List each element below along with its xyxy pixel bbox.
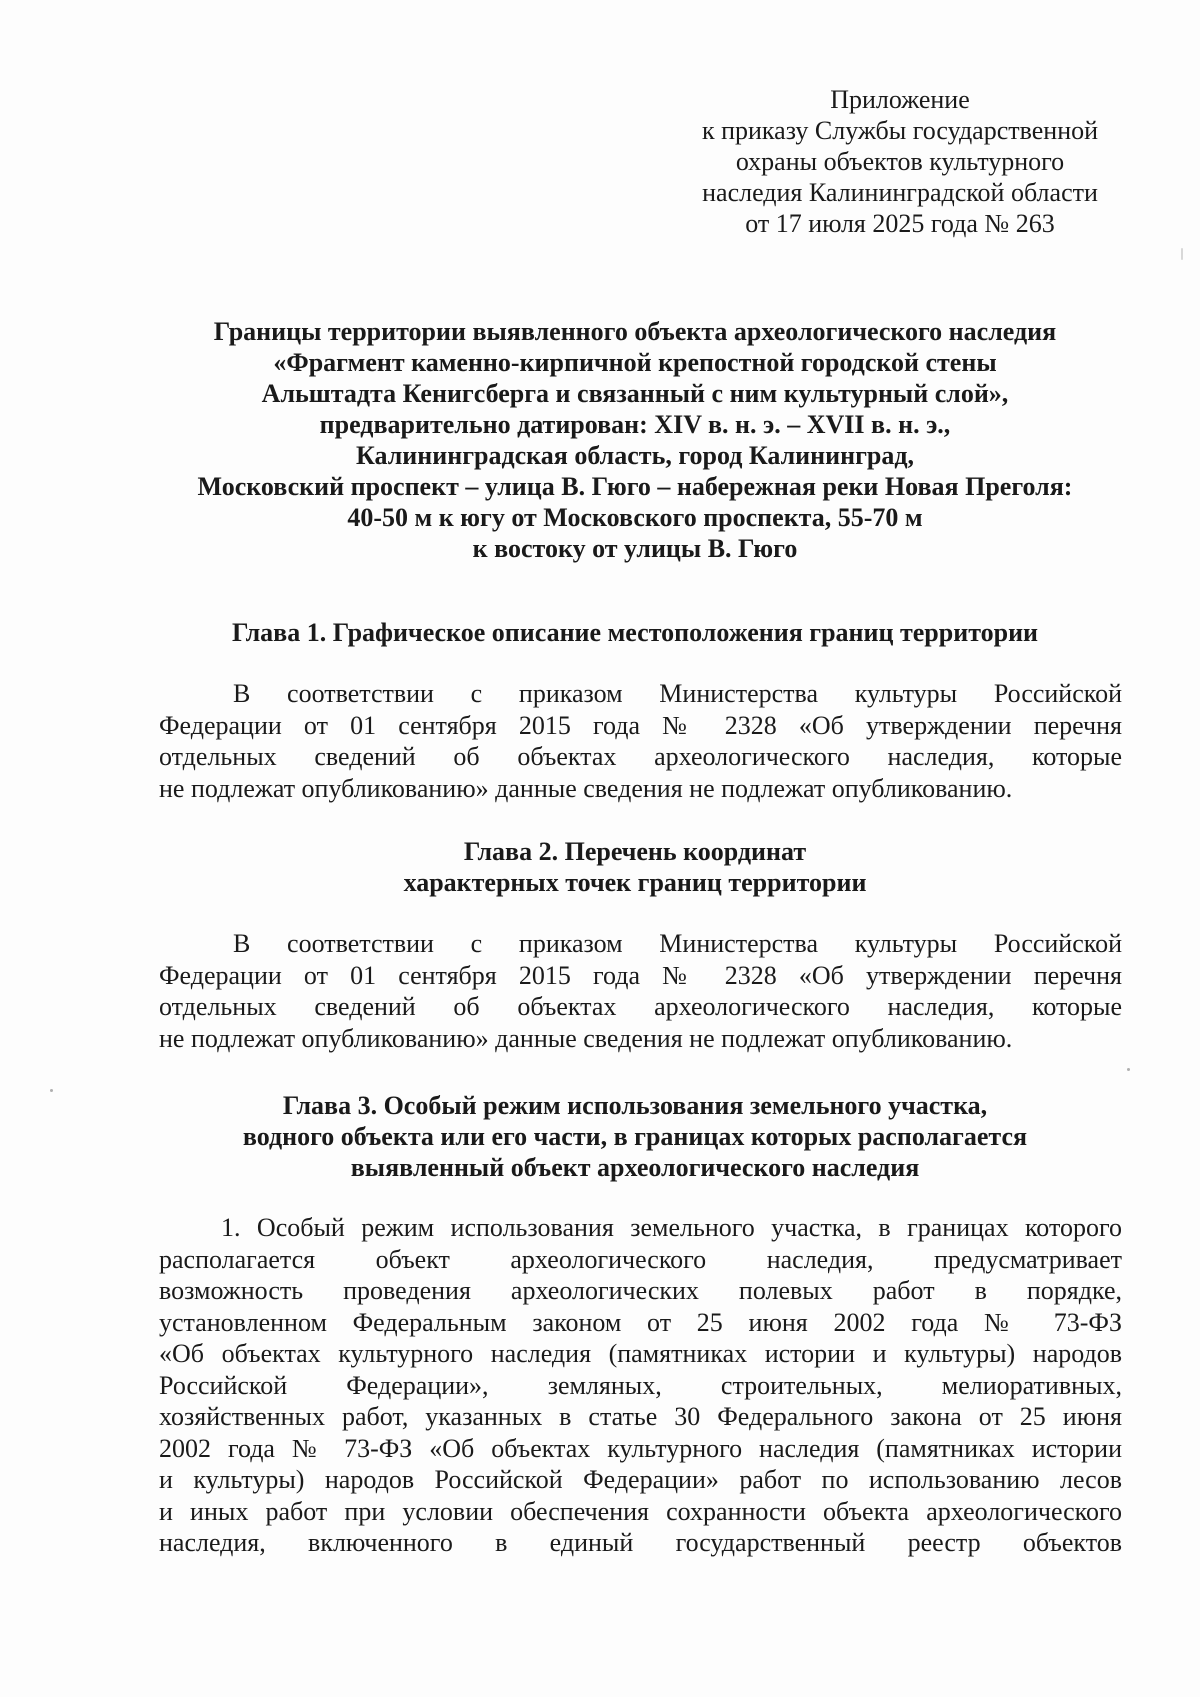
annex-line: к приказу Службы государственной (701, 116, 1099, 145)
paragraph-line: В соответствии с приказом Министерства культуры Российской (233, 929, 1122, 958)
scan-speck (50, 1089, 53, 1092)
paragraph-line: отдельных сведений об объектах археологического наследия, которые (159, 742, 1122, 771)
chapter-1-paragraph (159, 678, 1122, 804)
chapter-heading-line: характерных точек границ территории (403, 868, 867, 897)
paragraph-line: наследия, включенного в единый государственный реестр объектов (159, 1528, 1122, 1557)
chapter-heading-line: выявленный объект археологического наследия (350, 1153, 920, 1182)
chapter-2-heading (150, 836, 1120, 898)
paragraph-line: не подлежат опубликованию» данные сведения не подлежат опубликованию. (159, 773, 1013, 803)
annex-line: охраны объектов культурного (735, 147, 1065, 176)
chapter-1-heading (150, 617, 1120, 648)
chapter-3-heading (150, 1090, 1120, 1183)
annex-line: от 17 июля 2025 года № 263 (745, 209, 1055, 238)
title-line: «Фрагмент каменно-кирпичной крепостной городской стены (273, 348, 997, 377)
title-line: Границы территории выявленного объекта археологического наследия (213, 317, 1057, 346)
paragraph-line: не подлежат опубликованию» данные сведения не подлежат опубликованию. (159, 1023, 1013, 1053)
paragraph-line: установленном Федеральным законом от 25 июня 2002 года № 73-ФЗ (159, 1307, 1122, 1337)
chapter-heading-line: Глава 1. Графическое описание местоположения границ территории (231, 618, 1039, 647)
paragraph-line: 2002 года № 73-ФЗ «Об объектах культурного наследия (памятниках истории (159, 1433, 1122, 1463)
chapter-3-paragraph (159, 1212, 1122, 1559)
title-line: Московский проспект – улица В. Гюго – набережная реки Новая Преголя: (197, 472, 1073, 501)
chapter-heading-line: Глава 3. Особый режим использования земельного участка, (282, 1091, 988, 1120)
paragraph-line: В соответствии с приказом Министерства культуры Российской (233, 679, 1122, 708)
paragraph-line: хозяйственных работ, указанных в статье 30 Федерального закона от 25 июня (159, 1402, 1122, 1431)
paragraph-line: возможность проведения археологических полевых работ в порядке, (159, 1276, 1122, 1305)
title-line: предварительно датирован: XIV в. н. э. – XVII в. н. э., (319, 410, 951, 439)
annex-header (620, 84, 1180, 239)
title-line: Калининградская область, город Калининград, (355, 441, 915, 470)
annex-line: Приложение (830, 85, 970, 114)
scan-speck (1181, 248, 1183, 260)
paragraph-line: и иных работ при условии обеспечения сохранности объекта археологического (159, 1496, 1122, 1526)
paragraph-line: и культуры) народов Российской Федерации» работ по использованию лесов (159, 1465, 1122, 1494)
paragraph-line: Российской Федерации», земляных, строительных, мелиоративных, (159, 1370, 1122, 1400)
paragraph-line: 1. Особый режим использования земельного участка, в границах которого (221, 1213, 1122, 1242)
annex-line: наследия Калининградской области (702, 178, 1098, 207)
chapter-2-paragraph (159, 928, 1122, 1054)
title-line: Альштадта Кенигсберга и связанный с ним культурный слой», (261, 379, 1009, 408)
chapter-heading-line: Глава 2. Перечень координат (463, 837, 807, 866)
paragraph-line: располагается объект археологического наследия, предусматривает (159, 1244, 1122, 1274)
paragraph-line: отдельных сведений об объектах археологического наследия, которые (159, 992, 1122, 1021)
title-line: 40-50 м к югу от Московского проспекта, 55-70 м (347, 503, 923, 532)
document-title (150, 316, 1120, 564)
scan-speck (1127, 1068, 1130, 1071)
paragraph-line: Федерации от 01 сентября 2015 года № 2328 «Об утверждении перечня (159, 960, 1122, 990)
paragraph-line: «Об объектах культурного наследия (памятниках истории и культуры) народов (159, 1339, 1122, 1368)
title-line: к востоку от улицы В. Гюго (472, 534, 798, 563)
paragraph-line: Федерации от 01 сентября 2015 года № 2328 «Об утверждении перечня (159, 710, 1122, 740)
chapter-heading-line: водного объекта или его части, в границах которых располагается (242, 1122, 1028, 1151)
